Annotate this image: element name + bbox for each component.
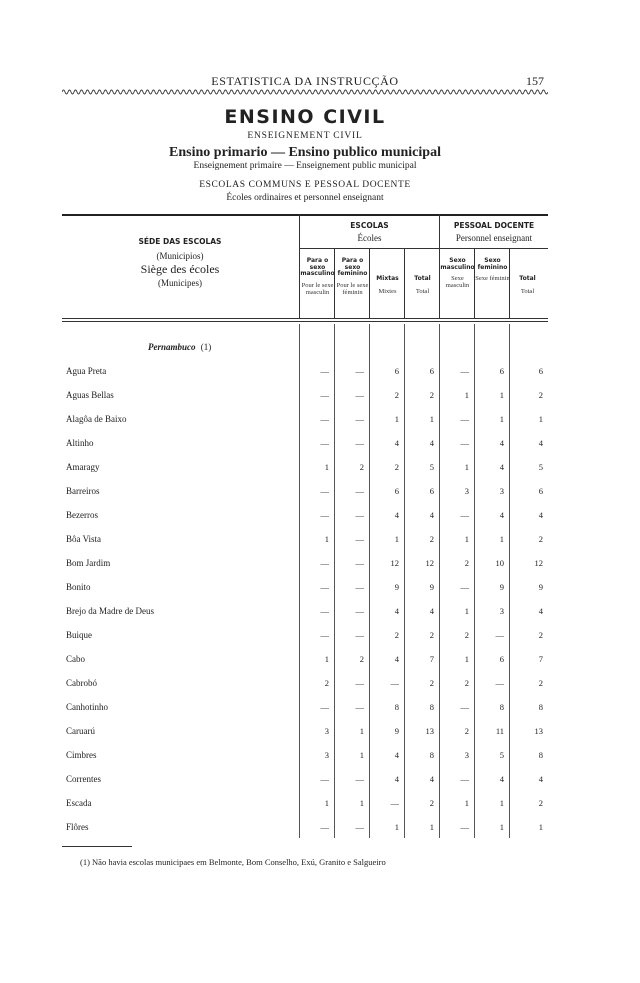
table-cell: — — [320, 582, 329, 592]
running-title: ESTATISTICA DA INSTRUCÇÃO — [211, 74, 399, 88]
row-municipio-name: Altinho — [66, 438, 94, 448]
table-cell: 2 — [394, 462, 399, 472]
table-cell: 2 — [464, 630, 469, 640]
column-divider-body — [299, 324, 300, 838]
row-municipio-name: Correntes — [66, 774, 101, 784]
table-cell: 6 — [499, 366, 504, 376]
table-cell: 4 — [499, 462, 504, 472]
table-cell: 8 — [394, 702, 399, 712]
table-cell: — — [495, 630, 504, 640]
table-cell: — — [355, 678, 364, 688]
column-header-3-pt: Mixtas — [376, 275, 399, 282]
table-cell: 1 — [324, 654, 329, 664]
table-cell: 2 — [429, 534, 434, 544]
column-header-5-fr: Sexe masculin — [445, 275, 470, 290]
column-header-6 — [475, 258, 510, 282]
table-cell: 1 — [499, 822, 504, 832]
table-cell: 4 — [429, 774, 434, 784]
table-top-rule — [62, 214, 548, 216]
table-cell: 5 — [538, 462, 543, 472]
table-cell: 8 — [429, 702, 434, 712]
table-cell: — — [320, 606, 329, 616]
state-name: Pernambuco — [148, 342, 196, 352]
row-municipio-name: Cabrobó — [66, 678, 97, 688]
table-cell: 4 — [429, 510, 434, 520]
group-subtitle: Écoles ordinaires et personnel enseignant — [226, 193, 384, 203]
table-cell: 2 — [359, 654, 364, 664]
table-cell: — — [355, 606, 364, 616]
table-cell: 13 — [534, 726, 543, 736]
table-cell: 4 — [499, 774, 504, 784]
table-cell: — — [355, 582, 364, 592]
column-header-4-pt: Total — [414, 275, 431, 282]
column-header-2-fr: Pour le sexe féminin — [336, 281, 369, 296]
row-municipio-name: Bôa Vista — [66, 534, 102, 544]
section-subtitle: Enseignement primaire — Enseignement public municipal — [193, 161, 417, 171]
table-cell: 6 — [538, 366, 543, 376]
table-cell: 1 — [499, 414, 504, 424]
table-cell: 1 — [359, 750, 364, 760]
table-cell: — — [320, 366, 329, 376]
table-cell: 6 — [499, 654, 504, 664]
row-municipio-name: Barreiros — [66, 486, 100, 496]
table-cell: 4 — [538, 774, 543, 784]
row-municipio-name: Caruarú — [66, 726, 95, 736]
table-cell: 1 — [538, 822, 543, 832]
header-bottom-rule — [62, 318, 548, 322]
table-cell: 6 — [429, 486, 434, 496]
table-cell: — — [460, 510, 469, 520]
column-divider-body — [334, 324, 335, 838]
table-cell: 1 — [359, 798, 364, 808]
table-cell: 4 — [429, 606, 434, 616]
table-cell: 6 — [429, 366, 434, 376]
column-header-3-fr: Mixtes — [378, 287, 397, 295]
column-header-7-pt: Total — [519, 275, 536, 282]
stub-header-pt: SÉDE DAS ESCOLAS — [138, 237, 222, 246]
table-cell: 13 — [425, 726, 434, 736]
row-municipio-name: Aguas Bellas — [66, 390, 114, 400]
column-divider-body — [404, 324, 405, 838]
table-cell: 6 — [394, 486, 399, 496]
table-cell: — — [355, 414, 364, 424]
column-divider-header — [369, 248, 370, 318]
table-cell: — — [355, 534, 364, 544]
row-municipio-name: Bezerros — [66, 510, 98, 520]
column-header-6-pt: Sexo feminino — [477, 257, 508, 271]
table-cell: — — [460, 414, 469, 424]
stub-header — [62, 238, 298, 288]
column-header-3 — [370, 276, 405, 295]
table-cell: — — [320, 414, 329, 424]
column-header-1 — [300, 258, 335, 296]
table-cell: 12 — [425, 558, 434, 568]
group-header-rule — [300, 248, 548, 249]
table-cell: — — [460, 366, 469, 376]
table-cell: 2 — [464, 558, 469, 568]
table-cell: 2 — [538, 630, 543, 640]
table-cell: — — [320, 510, 329, 520]
table-cell: 1 — [464, 390, 469, 400]
table-cell: 8 — [538, 750, 543, 760]
wavy-rule — [62, 88, 548, 96]
table-cell: 2 — [538, 798, 543, 808]
row-municipio-name: Amaragy — [66, 462, 100, 472]
column-header-1-pt: Para o sexo masculino — [300, 257, 335, 278]
column-header-7 — [510, 276, 545, 295]
table-cell: — — [390, 798, 399, 808]
table-cell: — — [320, 702, 329, 712]
table-cell: 7 — [429, 654, 434, 664]
table-cell: 4 — [394, 654, 399, 664]
table-cell: 4 — [538, 438, 543, 448]
row-municipio-name: Agua Preta — [66, 366, 107, 376]
table-cell: 4 — [394, 774, 399, 784]
table-cell: — — [355, 822, 364, 832]
table-cell: 1 — [464, 798, 469, 808]
table-cell: 1 — [394, 414, 399, 424]
table-cell: — — [495, 678, 504, 688]
page-number: 157 — [526, 74, 544, 88]
column-divider-body — [369, 324, 370, 838]
table-cell: 1 — [394, 822, 399, 832]
column-divider-header — [334, 248, 335, 318]
table-cell: 3 — [464, 750, 469, 760]
row-municipio-name: Bom Jardim — [66, 558, 111, 568]
table-cell: 2 — [464, 726, 469, 736]
running-header — [62, 74, 548, 94]
table-cell: 6 — [394, 366, 399, 376]
row-municipio-name: Buique — [66, 630, 92, 640]
footnote-rule — [62, 846, 132, 847]
stub-divider — [299, 214, 300, 318]
column-divider-header — [509, 248, 510, 318]
table-cell: 4 — [499, 438, 504, 448]
group-title: ESCOLAS COMMUNS E PESSOAL DOCENTE — [199, 180, 411, 190]
state-label — [148, 342, 211, 352]
row-municipio-name: Flôres — [66, 822, 89, 832]
footnote: (1) Não havia escolas municipaes em Belmonte, Bom Conselho, Exú, Granito e Salgueiro — [80, 857, 386, 867]
table-cell: 12 — [534, 558, 543, 568]
table-cell: 8 — [538, 702, 543, 712]
table-cell: 1 — [464, 606, 469, 616]
table-cell: 9 — [538, 582, 543, 592]
table-cell: 2 — [538, 390, 543, 400]
row-municipio-name: Alagôa de Baixo — [66, 414, 127, 424]
table-cell: 1 — [499, 390, 504, 400]
table-cell: 2 — [394, 630, 399, 640]
table-cell: 9 — [394, 582, 399, 592]
column-header-7-fr: Total — [520, 287, 535, 295]
table-cell: — — [320, 486, 329, 496]
table-cell: 12 — [390, 558, 399, 568]
table-cell: 9 — [429, 582, 434, 592]
table-cell: 4 — [429, 438, 434, 448]
table-cell: 2 — [394, 390, 399, 400]
group-header-escolas-pt: ESCOLAS — [350, 221, 389, 230]
section-title: Ensino primario — Ensino publico municipal — [169, 145, 441, 160]
table-cell: 3 — [499, 606, 504, 616]
table-cell: 5 — [429, 462, 434, 472]
table-cell: 10 — [495, 558, 504, 568]
table-cell: 5 — [499, 750, 504, 760]
group-divider — [439, 214, 440, 318]
table-cell: — — [355, 390, 364, 400]
table-cell: 1 — [464, 534, 469, 544]
table-cell: 2 — [538, 534, 543, 544]
table-cell: 1 — [324, 798, 329, 808]
state-footnote-marker: (1) — [200, 342, 212, 352]
group-header-pessoal-fr: Personnel enseignant — [455, 232, 533, 243]
table-cell: 1 — [538, 414, 543, 424]
group-header-pessoal — [440, 222, 548, 243]
table-cell: — — [355, 438, 364, 448]
table-cell: — — [320, 630, 329, 640]
table-cell: 3 — [464, 486, 469, 496]
column-divider-header — [404, 248, 405, 318]
table-cell: — — [390, 678, 399, 688]
table-cell: 4 — [394, 750, 399, 760]
table-cell: 2 — [324, 678, 329, 688]
table-cell: — — [355, 366, 364, 376]
group-header-pessoal-pt: PESSOAL DOCENTE — [453, 221, 535, 230]
main-title: ENSINO CIVIL — [224, 106, 386, 128]
table-cell: 1 — [464, 654, 469, 664]
table-cell: 1 — [429, 822, 434, 832]
table-cell: 2 — [429, 678, 434, 688]
table-cell: 4 — [394, 438, 399, 448]
table-cell: — — [355, 510, 364, 520]
main-subtitle: ENSEIGNEMENT CIVIL — [247, 131, 363, 141]
table-cell: — — [460, 582, 469, 592]
column-header-2-pt: Para o sexo feminino — [337, 257, 368, 278]
table-cell: — — [320, 774, 329, 784]
table-cell: — — [355, 702, 364, 712]
row-municipio-name: Cabo — [66, 654, 85, 664]
table-cell: — — [320, 390, 329, 400]
column-divider-body — [509, 324, 510, 838]
table-cell: 11 — [495, 726, 504, 736]
table-cell: 2 — [429, 798, 434, 808]
table-cell: 4 — [499, 510, 504, 520]
stub-header-pt-sub: (Municipios) — [156, 250, 204, 261]
table-cell: — — [355, 558, 364, 568]
column-header-5-pt: Sexo masculino — [440, 257, 475, 271]
table-cell: — — [355, 486, 364, 496]
stub-header-fr: Siège des écoles — [140, 261, 220, 276]
table-cell: 8 — [429, 750, 434, 760]
column-divider-header — [474, 248, 475, 318]
table-cell: 1 — [324, 534, 329, 544]
table-cell: — — [460, 702, 469, 712]
table-cell: 3 — [324, 726, 329, 736]
table-cell: — — [320, 822, 329, 832]
stub-header-fr-sub: (Municipes) — [158, 277, 202, 288]
statistics-table — [62, 214, 548, 839]
row-municipio-name: Canhotinho — [66, 702, 108, 712]
table-cell: 2 — [464, 678, 469, 688]
column-header-2 — [335, 258, 370, 296]
table-cell: 8 — [499, 702, 504, 712]
row-municipio-name: Cimbres — [66, 750, 97, 760]
group-header-escolas-fr: Écoles — [357, 232, 382, 243]
table-cell: 6 — [538, 486, 543, 496]
group-header-escolas — [300, 222, 439, 243]
table-cell: 1 — [359, 726, 364, 736]
table-cell: — — [320, 558, 329, 568]
column-header-6-fr: Sexe féminin — [475, 275, 510, 283]
table-cell: 2 — [538, 678, 543, 688]
table-cell: 1 — [499, 534, 504, 544]
column-header-5 — [440, 258, 475, 289]
table-cell: 1 — [324, 462, 329, 472]
column-divider-body — [474, 324, 475, 838]
table-cell: 2 — [359, 462, 364, 472]
table-cell: 1 — [464, 462, 469, 472]
table-cell: 9 — [499, 582, 504, 592]
table-cell: — — [460, 438, 469, 448]
table-cell: — — [460, 774, 469, 784]
table-cell: 4 — [538, 510, 543, 520]
table-cell: 7 — [538, 654, 543, 664]
table-cell: 9 — [394, 726, 399, 736]
column-divider-body — [439, 324, 440, 838]
table-cell: 2 — [429, 630, 434, 640]
row-municipio-name: Brejo da Madre de Deus — [66, 606, 154, 616]
row-municipio-name: Bonito — [66, 582, 91, 592]
column-header-4-fr: Total — [415, 287, 430, 295]
table-cell: 2 — [429, 390, 434, 400]
table-cell: — — [355, 630, 364, 640]
table-cell: — — [460, 822, 469, 832]
table-cell: 1 — [394, 534, 399, 544]
table-cell: 3 — [499, 486, 504, 496]
table-cell: 4 — [538, 606, 543, 616]
table-cell: 1 — [499, 798, 504, 808]
column-header-4 — [405, 276, 440, 295]
column-header-1-fr: Pour le sexe masculin — [301, 281, 334, 296]
table-cell: 4 — [394, 606, 399, 616]
row-municipio-name: Escada — [66, 798, 92, 808]
table-cell: — — [355, 774, 364, 784]
table-cell: 4 — [394, 510, 399, 520]
table-cell: 3 — [324, 750, 329, 760]
table-cell: — — [320, 438, 329, 448]
table-cell: 1 — [429, 414, 434, 424]
